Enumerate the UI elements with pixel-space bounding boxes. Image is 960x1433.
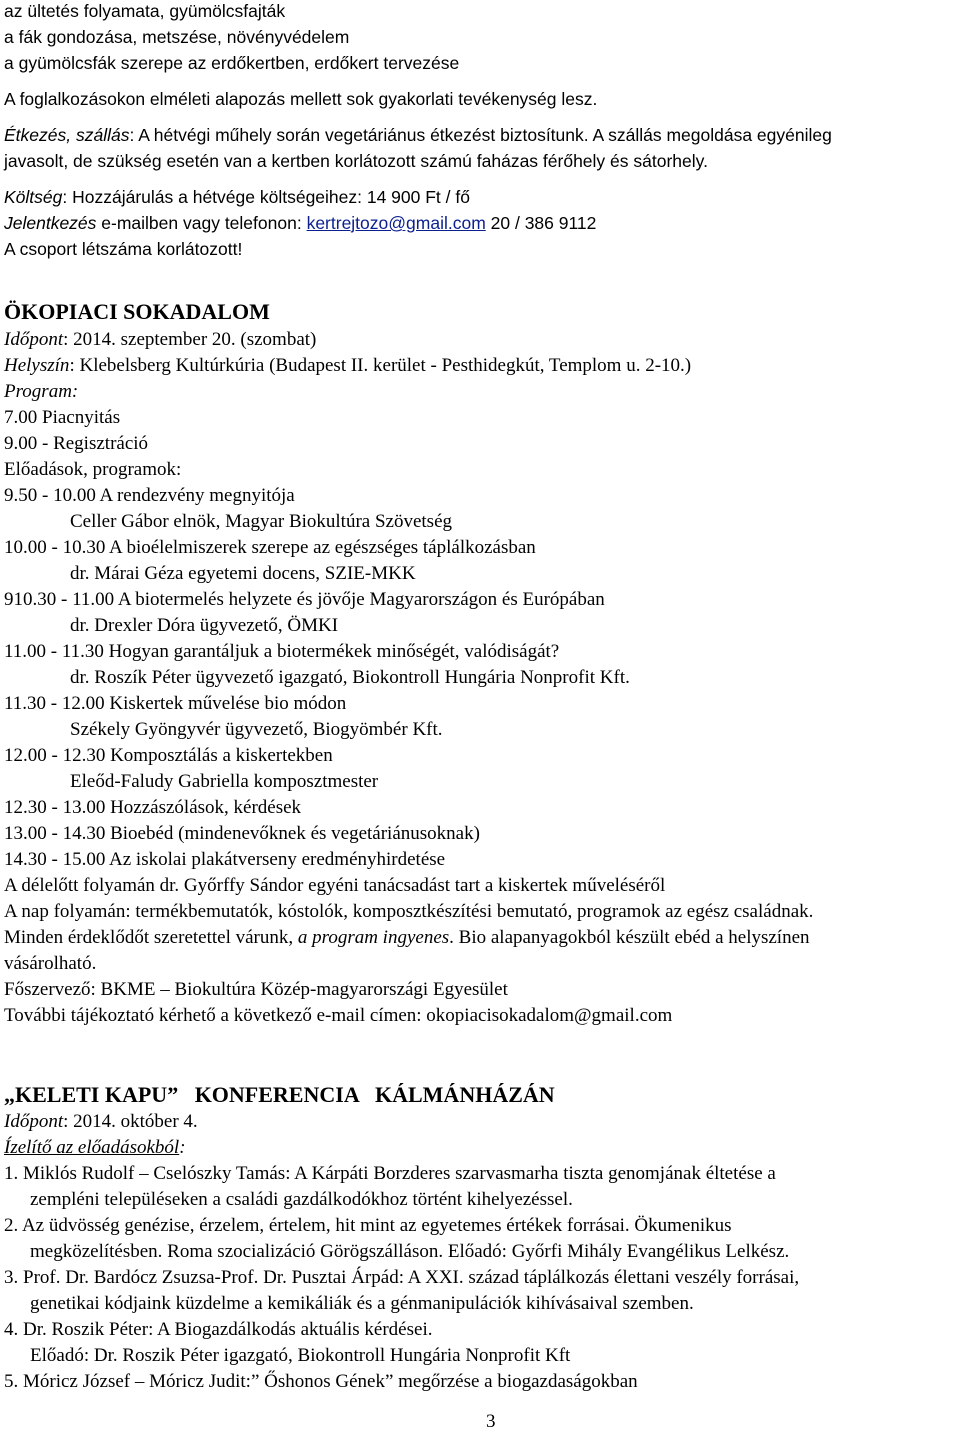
program-line: A délelőtt folyamán dr. Győrffy Sándor egyéni tanácsadást tart a kiskertek műveléséről (4, 875, 666, 896)
registration-line (4, 215, 596, 233)
time-value: : 2014. október 4. (63, 1111, 198, 1132)
program-line: 14.30 - 15.00 Az iskolai plakátverseny eredményhirdetése (4, 849, 446, 870)
cost-text: : Hozzájárulás a hétvége költségeihez: 14 900 Ft / fő (62, 187, 470, 207)
topic-line: az ültetés folyamata, gyümölcsfajták (4, 1, 286, 21)
time-label: Időpont (4, 329, 64, 350)
speaker-line: Eleőd-Faludy Gabriella komposztmester (70, 771, 379, 792)
registration-email-link[interactable]: kertrejtozo@gmail.com (306, 213, 486, 233)
page-number: 3 (486, 1411, 496, 1432)
food-text-2: javasolt, de szükség esetén van a kertben korlátozott számú faházas férőhely és sátorhely. (4, 151, 708, 171)
program-line: 11.00 - 11.30 Hogyan garantáljuk a biotermékek minőségét, valódiságát? (4, 641, 560, 662)
lecture-item-cont: zempléni településeken a családi gazdálkodókhoz történt kihelyezéssel. (30, 1189, 573, 1210)
program-label: Program: (4, 381, 79, 402)
program-line: 11.30 - 12.00 Kiskertek művelése bio módon (4, 693, 347, 714)
okopiac-time (4, 330, 316, 349)
program-line: 9.50 - 10.00 A rendezvény megnyitója (4, 485, 295, 506)
welcome-c: . Bio alapanyagokból készült ebéd a helyszínen (449, 927, 810, 948)
place-value: : Klebelsberg Kultúrkúria (Budapest II. kerület - Pesthidegkút, Templom u. 2-10.) (69, 355, 692, 376)
food-label: Étkezés, szállás (4, 125, 130, 145)
topic-line: a gyümölcsfák szerepe az erdőkertben, erdőkert tervezése (4, 53, 460, 73)
free-program: a program ingyenes (297, 927, 450, 948)
keleti-sample-label (4, 1138, 186, 1157)
place-label: Helyszín (4, 355, 70, 376)
group-limit: A csoport létszáma korlátozott! (4, 239, 243, 259)
lecture-item: 3. Prof. Dr. Bardócz Zsuzsa-Prof. Dr. Pusztai Árpád: A XXI. század táplálkozás élettani veszély forrásai, (4, 1267, 800, 1288)
sample-label: Ízelítő az előadásokból (4, 1137, 180, 1158)
speaker-line: dr. Drexler Dóra ügyvezető, ÖMKI (70, 615, 339, 636)
practice-text: A foglalkozásokon elméleti alapozás mellett sok gyakorlati tevékenység lesz. (4, 89, 598, 109)
lecture-item-cont: genetikai kódjaink küzdelme a kemikáliák és a génmanipulációk kihívásaival szemben. (30, 1293, 694, 1314)
welcome-a: Minden érdeklődőt szeretettel várunk, (4, 927, 298, 948)
registration-text: e-mailben vagy telefonon: (96, 213, 307, 233)
welcome-line-2: vásárolható. (4, 953, 97, 974)
lecture-item: 1. Miklós Rudolf – Cselószky Tamás: A Kárpáti Borzderes szarvasmarha tiszta genomjának éltetése a (4, 1163, 776, 1184)
topic-line: a fák gondozása, metszése, növényvédelem (4, 27, 350, 47)
program-line: 910.30 - 11.00 A biotermelés helyzete és jövője Magyarországon és Európában (4, 589, 605, 610)
time-value: : 2014. szeptember 20. (szombat) (63, 329, 317, 350)
okopiac-title: ÖKOPIACI SOKADALOM (4, 299, 270, 324)
food-text: : A hétvégi műhely során vegetáriánus étkezést biztosítunk. A szállás megoldása egyénileg (129, 125, 832, 145)
speaker-line: Székely Gyöngyvér ügyvezető, Biogyömbér Kft. (70, 719, 443, 740)
keleti-title: „KELETI KAPU” KONFERENCIA KÁLMÁNHÁZÁN (4, 1082, 555, 1107)
program-line: 13.00 - 14.30 Bioebéd (mindenevőknek és vegetáriánusoknak) (4, 823, 480, 844)
program-line: 9.00 - Regisztráció (4, 433, 149, 454)
time-label: Időpont (4, 1111, 64, 1132)
keleti-time (4, 1112, 198, 1131)
speaker-line: dr. Roszík Péter ügyvezető igazgató, Biokontroll Hungária Nonprofit Kft. (70, 667, 630, 688)
registration-phone: 20 / 386 9112 (485, 213, 597, 233)
contact-line: További tájékoztató kérhető a következő e-mail címen: okopiacisokadalom@gmail.com (4, 1005, 673, 1026)
lecture-item: 4. Dr. Roszik Péter: A Biogazdálkodás aktuális kérdései. (4, 1319, 433, 1340)
lecture-item-cont: megközelítésben. Roma szocializáció Görögszálláson. Előadó: Győrfi Mihály Evangélikus Lelkész. (30, 1241, 790, 1262)
okopiac-place (4, 356, 691, 375)
welcome-line (4, 928, 810, 947)
program-line: 12.00 - 12.30 Komposztálás a kiskertekben (4, 745, 333, 766)
sample-colon: : (179, 1137, 186, 1158)
registration-label: Jelentkezés (4, 213, 97, 233)
program-line: 10.00 - 10.30 A bioélelmiszerek szerepe az egészséges táplálkozásban (4, 537, 536, 558)
speaker-line: dr. Márai Géza egyetemi docens, SZIE-MKK (70, 563, 416, 584)
organizer-line: Főszervező: BKME – Biokultúra Közép-magyarországi Egyesület (4, 979, 508, 1000)
program-line: 7.00 Piacnyitás (4, 407, 121, 428)
lecture-item: 2. Az üdvösség genézise, érzelem, értelem, hit mint az egyetemes értékek forrásai. Ökumenikus (4, 1215, 732, 1236)
program-line: Előadások, programok: (4, 459, 182, 480)
speaker-line: Celler Gábor elnök, Magyar Biokultúra Szövetség (70, 511, 453, 532)
program-line: A nap folyamán: termékbemutatók, kóstolók, komposztkészítési bemutató, programok az egész családnak. (4, 901, 814, 922)
lecture-item-cont: Előadó: Dr. Roszik Péter igazgató, Biokontroll Hungária Nonprofit Kft (30, 1345, 571, 1366)
cost-line (4, 189, 470, 207)
program-line: 12.30 - 13.00 Hozzászólások, kérdések (4, 797, 302, 818)
food-paragraph (4, 127, 832, 145)
lecture-item: 5. Móricz József – Móricz Judit:” Őshonos Gének” megőrzése a biogazdaságokban (4, 1371, 638, 1392)
cost-label: Költség (4, 187, 63, 207)
